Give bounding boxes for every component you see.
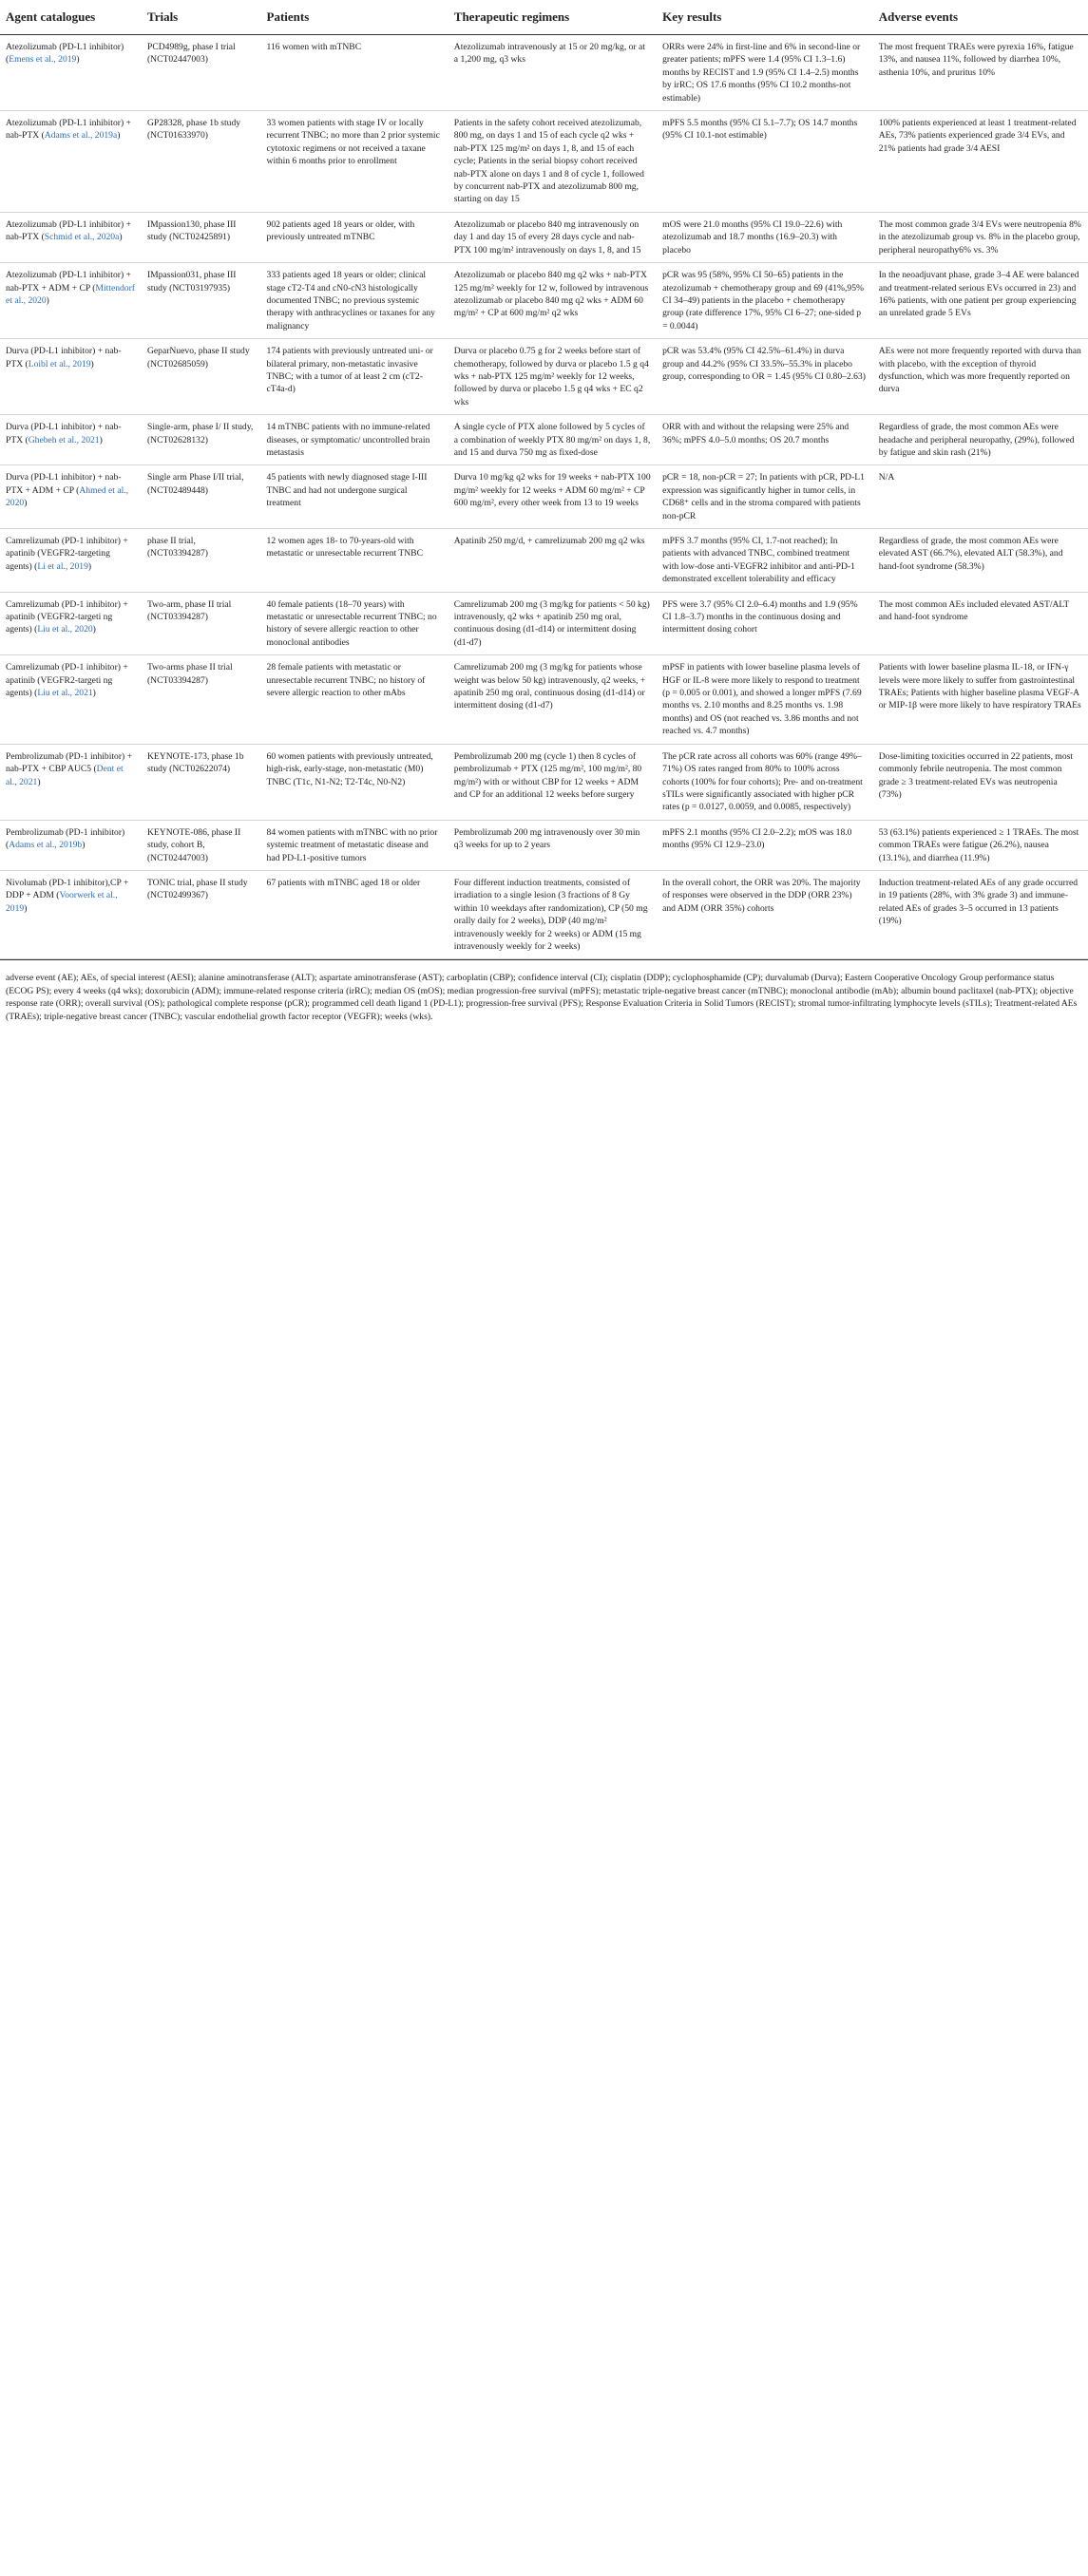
- agent-name-end: ): [92, 688, 96, 699]
- reference-link[interactable]: Mittendorf et al., 2020: [6, 282, 135, 306]
- cell-regimen: Atezolizumab or placebo 840 mg q2 wks + nab-PTX 125 mg/m² weekly for 12 w, followed by intravenous atezolizumab or placebo 840 mg q2 wks + ADM 60 mg/m² + CP at 600 mg/m² q2 wks: [449, 263, 657, 339]
- cell-patients: 174 patients with previously untreated uni- or bilateral primary, non-metastatic invasive TNBC; with a tumor of at least 2 cm (cT2-cT4a-d): [261, 339, 449, 415]
- cell-regimen: Four different induction treatments, consisted of irradiation to a single lesion (3 fractions of 8 Gy within 10 weekdays after randomization), CP (50 mg orally daily for 2 weeks), DDP (40 mg/m² intravenously weekly for 2 weeks) or ADM (15 mg intravenously weekly for 2 weeks): [449, 870, 657, 958]
- cell-key-results: pCR was 53.4% (95% CI 42.5%–61.4%) in durva group and 44.2% (95% CI 33.5%–55.3% in placebo group, corresponding to OR = 1.45 (95% CI 0.80–2.63): [657, 339, 873, 415]
- cell-agent: [0, 415, 142, 465]
- agent-name-end: ): [117, 130, 121, 142]
- table-row: [0, 339, 1088, 415]
- cell-patients: 116 women with mTNBC: [261, 35, 449, 111]
- cell-agent: [0, 111, 142, 213]
- abbreviations-footnote: adverse event (AE); AEs, of special interest (AESI); alanine aminotransferase (ALT); aspartate aminotransferase (AST); carboplatin (CBP); confidence interval (CI); cisplatin (DDP); cyclophosphamide (CP); durvalumab (Durva); Eastern Cooperative Oncology Group performance status (ECOG PS); every 4 weeks (q4 wks); doxorubicin (ADM); immune-related response criteria (irRC); median OS (mOS); median progression-free survival (mPFS); metastatic triple-negative breast cancer (mTNBC); monoclonal antibodie (mAb); albumin bound paclitaxel (nab-PTX); objective response rate (ORR); overall survival (OS); pathological complete response (pCR); programmed cell death ligand 1 (PD-L1); progression-free survival (PFS); Response Evaluation Criteria in Solid Tumors (RECIST); stromal tumor-infiltrating lymphocyte levels (sTILs); Treatment-related AEs (TRAEs); triple-negative breast cancer (TNBC); vascular endothelial growth factor receptor (VEGFR); weeks (wks).: [0, 959, 1088, 1023]
- table-row: [0, 415, 1088, 465]
- table-row: [0, 465, 1088, 529]
- cell-adverse-events: Patients with lower baseline plasma IL-18, or IFN-γ levels were more likely to suffer from gastrointestinal TRAEs; Patients with higher baseline plasma VEGF-A or MIP-1β were more likely to have respiratory TRAEs: [873, 655, 1088, 744]
- cell-agent: [0, 529, 142, 593]
- table-row: [0, 35, 1088, 111]
- cell-agent: [0, 870, 142, 958]
- cell-regimen: Camrelizumab 200 mg (3 mg/kg for patients < 50 kg) intravenously, q2 wks + apatinib 250 mg oral, continuous dosing (d1-d14) or intermittent dosing (d1-d7): [449, 592, 657, 655]
- cell-adverse-events: N/A: [873, 465, 1088, 529]
- cell-key-results: mPFS 5.5 months (95% CI 5.1–7.7); OS 14.7 months (95% CI 10.1-not estimable): [657, 111, 873, 213]
- cell-patients: 12 women ages 18- to 70-years-old with metastatic or unresectable recurrent TNBC: [261, 529, 449, 593]
- cell-patients: 33 women patients with stage IV or locally recurrent TNBC; no more than 2 prior systemic cytotoxic regimens or not received a taxane within 6 months prior to enrollment: [261, 111, 449, 213]
- reference-link[interactable]: Adams et al., 2019a: [44, 130, 118, 142]
- cell-trial: Single arm Phase I/II trial, (NCT02489448): [142, 465, 261, 529]
- table-row: [0, 212, 1088, 262]
- cell-agent: [0, 212, 142, 262]
- cell-regimen: Durva 10 mg/kg q2 wks for 19 weeks + nab-PTX 100 mg/m² weekly for 12 weeks + ADM 60 mg/m² + CP 600 mg/m², every other week from 13 to 19 weeks: [449, 465, 657, 529]
- agent-name-end: ): [37, 776, 41, 787]
- cell-trial: IMpassion130, phase III study (NCT02425891): [142, 212, 261, 262]
- table-header-row: [0, 0, 1088, 35]
- cell-trial: TONIC trial, phase II study (NCT02499367): [142, 870, 261, 958]
- agent-name-end: ): [82, 840, 86, 851]
- cell-agent: [0, 465, 142, 529]
- cell-patients: 333 patients aged 18 years or older; clinical stage cT2-T4 and cN0-cN3 histologically documented TNBC; no previous systemic therapy with anthracyclines or taxanes for any malignancy: [261, 263, 449, 339]
- clinical-trials-table: [0, 0, 1088, 959]
- header-therapeutic-regimens: Therapeutic regimens: [449, 0, 657, 35]
- table-body: [0, 35, 1088, 959]
- reference-link[interactable]: Dent et al., 2021: [6, 764, 124, 787]
- cell-adverse-events: The most common AEs included elevated AST/ALT and hand-foot syndrome: [873, 592, 1088, 655]
- cell-patients: 40 female patients (18–70 years) with metastatic or unresectable recurrent TNBC; no history of severe allergic reaction to other monoclonal antibodies: [261, 592, 449, 655]
- cell-trial: Two-arm, phase II trial (NCT03394287): [142, 592, 261, 655]
- cell-key-results: ORR with and without the relapsing were 25% and 36%; mPFS 4.0–5.0 months; OS 20.7 months: [657, 415, 873, 465]
- cell-key-results: mPFS 3.7 months (95% CI, 1.7-not reached); In patients with advanced TNBC, combined treatment with low-dose anti-VEGFR2 inhibitor and anti-PD-1 demonstrated excellent tolerability and efficacy: [657, 529, 873, 593]
- cell-key-results: pCR was 95 (58%, 95% CI 50–65) patients in the atezolizumab + chemotherapy group and 69 (41%,95% CI 34–49) patients in the placebo + chemotherapy group (rate difference 17%, 95% CI 6–27; one-sided p = 0.0044): [657, 263, 873, 339]
- header-trials: Trials: [142, 0, 261, 35]
- agent-name-end: ): [76, 54, 80, 66]
- cell-trial: KEYNOTE-173, phase 1b study (NCT02622074): [142, 744, 261, 820]
- agent-name-end: ): [99, 434, 103, 445]
- cell-regimen: Pembrolizumab 200 mg (cycle 1) then 8 cycles of pembrolizumab + PTX (125 mg/m², 100 mg/m², 80 mg/m²) with or without CBP for 12 weeks + ADM and CP for an additional 12 weeks before surgery: [449, 744, 657, 820]
- cell-trial: Two-arms phase II trial (NCT03394287): [142, 655, 261, 744]
- agent-name: Camrelizumab (PD-1 inhibitor) + apatinib (VEGFR2-targeti ng agents) (: [6, 662, 128, 699]
- table-row: [0, 870, 1088, 958]
- document: [0, 0, 1088, 1023]
- header-patients: Patients: [261, 0, 449, 35]
- cell-trial: IMpassion031, phase III study (NCT03197935): [142, 263, 261, 339]
- cell-trial: GP28328, phase 1b study (NCT01633970): [142, 111, 261, 213]
- cell-regimen: Atezolizumab intravenously at 15 or 20 mg/kg, or at a 1,200 mg, q3 wks: [449, 35, 657, 111]
- reference-link[interactable]: Li et al., 2019: [37, 560, 88, 572]
- cell-adverse-events: 100% patients experienced at least 1 treatment-related AEs, 73% patients experienced grade 3/4 EVs, and 21% patients had grade 3/4 AESI: [873, 111, 1088, 213]
- header-key-results: Key results: [657, 0, 873, 35]
- cell-patients: 14 mTNBC patients with no immune-related diseases, or symptomatic/ uncontrolled brain metastasis: [261, 415, 449, 465]
- agent-name: Atezolizumab (PD-L1 inhibitor) + nab-PTX + ADM + CP (: [6, 270, 131, 294]
- cell-trial: GeparNuevo, phase II study (NCT02685059): [142, 339, 261, 415]
- reference-link[interactable]: Ghebeh et al., 2021: [28, 434, 100, 445]
- agent-name: Pembrolizumab (PD-1 inhibitor) (: [6, 826, 125, 851]
- cell-trial: PCD4989g, phase I trial (NCT02447003): [142, 35, 261, 111]
- agent-name: Atezolizumab (PD-L1 inhibitor) + nab-PTX (: [6, 218, 131, 243]
- agent-name: Atezolizumab (PD-L1 inhibitor) + nab-PTX (: [6, 118, 131, 142]
- cell-patients: 45 patients with newly diagnosed stage I-III TNBC and had not undergone surgical treatment: [261, 465, 449, 529]
- agent-name: Nivolumab (PD-1 inhibitor),CP + DDP + ADM (: [6, 877, 129, 901]
- cell-patients: 60 women patients with previously untreated, high-risk, early-stage, non-metastatic (M0) TNBC (T1c, N1-N2; T2-T4c, N0-N2): [261, 744, 449, 820]
- agent-name-end: ): [92, 624, 96, 635]
- reference-link[interactable]: Schmid et al., 2020a: [44, 232, 120, 243]
- cell-adverse-events: 53 (63.1%) patients experienced ≥ 1 TRAEs. The most common TRAEs were fatigue (26.2%), nausea (13.1%), and diarrhea (11.9%): [873, 820, 1088, 870]
- table-row: [0, 592, 1088, 655]
- cell-patients: 902 patients aged 18 years or older, with previously untreated mTNBC: [261, 212, 449, 262]
- cell-regimen: A single cycle of PTX alone followed by 5 cycles of a combination of weekly PTX 80 mg/m² on days 1, 8, and 15 and durva 750 mg as fixed-dose: [449, 415, 657, 465]
- agent-name: Camrelizumab (PD-1 inhibitor) + apatinib (VEGFR2-targeting agents) (: [6, 536, 128, 572]
- table-row: [0, 529, 1088, 593]
- cell-regimen: Durva or placebo 0.75 g for 2 weeks before start of chemotherapy, followed by durva or placebo 1.5 g q4 wks + nab-PTX 125 mg/m² weekly for 12 weeks, followed by durva or placebo 1.5 g q4 wks + EC q2 wks: [449, 339, 657, 415]
- agent-name: Atezolizumab (PD-L1 inhibitor) (: [6, 42, 124, 66]
- table-row: [0, 655, 1088, 744]
- cell-patients: 67 patients with mTNBC aged 18 or older: [261, 870, 449, 958]
- cell-adverse-events: Induction treatment-related AEs of any grade occurred in 19 patients (28%, with 3% grade 3) and immune-related AEs of grades 3–5 occurred in 13 patients (19%): [873, 870, 1088, 958]
- cell-trial: Single-arm, phase I/ II study, (NCT02628132): [142, 415, 261, 465]
- reference-link[interactable]: Liu et al., 2021: [37, 688, 93, 699]
- cell-agent: [0, 820, 142, 870]
- cell-key-results: mOS were 21.0 months (95% CI 19.0–22.6) with atezolizumab and 18.7 months (16.9–20.3) with placebo: [657, 212, 873, 262]
- cell-key-results: ORRs were 24% in first-line and 6% in second-line or greater patients; mPFS were 1.4 (95% CI 1.3–1.6) months by RECIST and 1.9 (95% CI 1.4–2.5) months by irRC; OS 17.6 months (95% CI 10.2 months-not estimable): [657, 35, 873, 111]
- cell-adverse-events: Dose-limiting toxicities occurred in 22 patients, most commonly febrile neutropenia. The most common grade ≥ 3 treatment-related EVs was neutropenia (73%): [873, 744, 1088, 820]
- reference-link[interactable]: Voorwerk et al., 2019: [6, 890, 118, 914]
- cell-key-results: mPSF in patients with lower baseline plasma levels of HGF or IL-8 were more likely to respond to treatment (p = 0.005 or 0.001), and showed a longer mPFS (7.69 months vs. 2.10 months and 8.25 months vs. 1.98 months) and OS (not reached vs. 3.86 months and not reached vs. 4.7 months): [657, 655, 873, 744]
- cell-regimen: Patients in the safety cohort received atezolizumab, 800 mg, on days 1 and 15 of each cycle q2 wks + nab-PTX 125 mg/m² on days 1, 8, and 15 of each cycle; Patients in the serial biopsy cohort received nab-PTX alone on days 1 and 8 of cycle 1, followed by concurrent nab-PTX and atezolizumab 800 mg, starting on day 15: [449, 111, 657, 213]
- cell-adverse-events: Regardless of grade, the most common AEs were headache and peripheral neuropathy, (29%), followed by fatigue and skin rash (21%): [873, 415, 1088, 465]
- agent-name-end: ): [119, 232, 123, 243]
- cell-key-results: mPFS 2.1 months (95% CI 2.0–2.2); mOS was 18.0 months (95% CI 12.9–23.0): [657, 820, 873, 870]
- agent-name: Durva (PD-L1 inhibitor) + nab-PTX (: [6, 346, 122, 369]
- table-row: [0, 744, 1088, 820]
- agent-name-end: ): [24, 902, 28, 914]
- cell-adverse-events: AEs were not more frequently reported with durva than with placebo, with the exception of thyroid dysfunction, which was more frequently reported on durva: [873, 339, 1088, 415]
- cell-agent: [0, 263, 142, 339]
- cell-patients: 28 female patients with metastatic or unresectable recurrent TNBC; no history of severe allergic reaction to other mAbs: [261, 655, 449, 744]
- header-agent-catalogues: Agent catalogues: [0, 0, 142, 35]
- cell-patients: 84 women patients with mTNBC with no prior systemic treatment of metastatic disease and had PD-L1-positive tumors: [261, 820, 449, 870]
- cell-regimen: Camrelizumab 200 mg (3 mg/kg for patients whose weight was below 50 kg) intravenously, q2 weeks, + apatinib 250 mg oral, continuous dosing (d1-d14) or intermittent dosing (d1-d7): [449, 655, 657, 744]
- cell-regimen: Apatinib 250 mg/d, + camrelizumab 200 mg q2 wks: [449, 529, 657, 593]
- reference-link[interactable]: Emens et al., 2019: [9, 54, 77, 66]
- header-adverse-events: Adverse events: [873, 0, 1088, 35]
- agent-name: Pembrolizumab (PD-1 inhibitor) + nab-PTX + CBP AUC5 (: [6, 750, 133, 775]
- cell-agent: [0, 655, 142, 744]
- agent-name: Durva (PD-L1 inhibitor) + nab-PTX + ADM + CP (: [6, 472, 122, 496]
- reference-link[interactable]: Liu et al., 2020: [37, 624, 93, 635]
- cell-agent: [0, 592, 142, 655]
- reference-link[interactable]: Ahmed et al., 2020: [6, 484, 129, 509]
- agent-name-end: ): [90, 358, 94, 369]
- cell-regimen: Pembrolizumab 200 mg intravenously over 30 min q3 weeks for up to 2 years: [449, 820, 657, 870]
- cell-adverse-events: Regardless of grade, the most common AEs were elevated AST (66.7%), elevated ALT (58.3%), and hand-foot syndrome (58.3%): [873, 529, 1088, 593]
- cell-key-results: PFS were 3.7 (95% CI 2.0–6.4) months and 1.9 (95% CI 1.8–3.7) months in the continuous dosing and intermittent dosing cohort: [657, 592, 873, 655]
- cell-trial: KEYNOTE-086, phase II study, cohort B, (NCT02447003): [142, 820, 261, 870]
- cell-agent: [0, 35, 142, 111]
- cell-adverse-events: The most common grade 3/4 EVs were neutropenia 8% in the atezolizumab group vs. 8% in the placebo group, peripheral neuropathy6% vs. 3%: [873, 212, 1088, 262]
- cell-agent: [0, 744, 142, 820]
- table-row: [0, 820, 1088, 870]
- cell-trial: phase II trial, (NCT03394287): [142, 529, 261, 593]
- agent-name: Camrelizumab (PD-1 inhibitor) + apatinib (VEGFR2-targeti ng agents) (: [6, 598, 128, 635]
- table-row: [0, 263, 1088, 339]
- cell-agent: [0, 339, 142, 415]
- reference-link[interactable]: Adams et al., 2019b: [9, 840, 83, 851]
- agent-name-end: ): [46, 294, 49, 306]
- reference-link[interactable]: Loibl et al., 2019: [28, 358, 91, 369]
- agent-name-end: ): [24, 498, 28, 509]
- cell-adverse-events: The most frequent TRAEs were pyrexia 16%, fatigue 13%, and nausea 11%, followed by diarrhea 10%, asthenia 10%, and pruritus 10%: [873, 35, 1088, 111]
- table-row: [0, 111, 1088, 213]
- agent-name-end: ): [87, 560, 92, 572]
- cell-adverse-events: In the neoadjuvant phase, grade 3–4 AE were balanced and treatment-related serious EVs occurred in 23) and 16% patients, with one patient per group experiencing an unrelated grade 5 EVs: [873, 263, 1088, 339]
- cell-key-results: pCR = 18, non-pCR = 27; In patients with pCR, PD-L1 expression was significantly higher in tumor cells, in CD68⁺ cells and in the stroma compared with patients non-pCR: [657, 465, 873, 529]
- agent-name: Durva (PD-L1 inhibitor) + nab-PTX (: [6, 422, 122, 445]
- cell-key-results: In the overall cohort, the ORR was 20%. The majority of responses were observed in the DDP (ORR 23%) and ADM (ORR 35%) cohorts: [657, 870, 873, 958]
- cell-key-results: The pCR rate across all cohorts was 60% (range 49%–71%) OS rates ranged from 80% to 100% across cohorts (100% for four cohorts); Pre- and on-treatment sTILs were significantly associated with higher pCR rates (p = 0.0127, 0.0059, and 0.0085, respectively): [657, 744, 873, 820]
- cell-regimen: Atezolizumab or placebo 840 mg intravenously on day 1 and day 15 of every 28 days cycle and nab-PTX 100 mg/m² intravenously on days 1, 8, and 15: [449, 212, 657, 262]
